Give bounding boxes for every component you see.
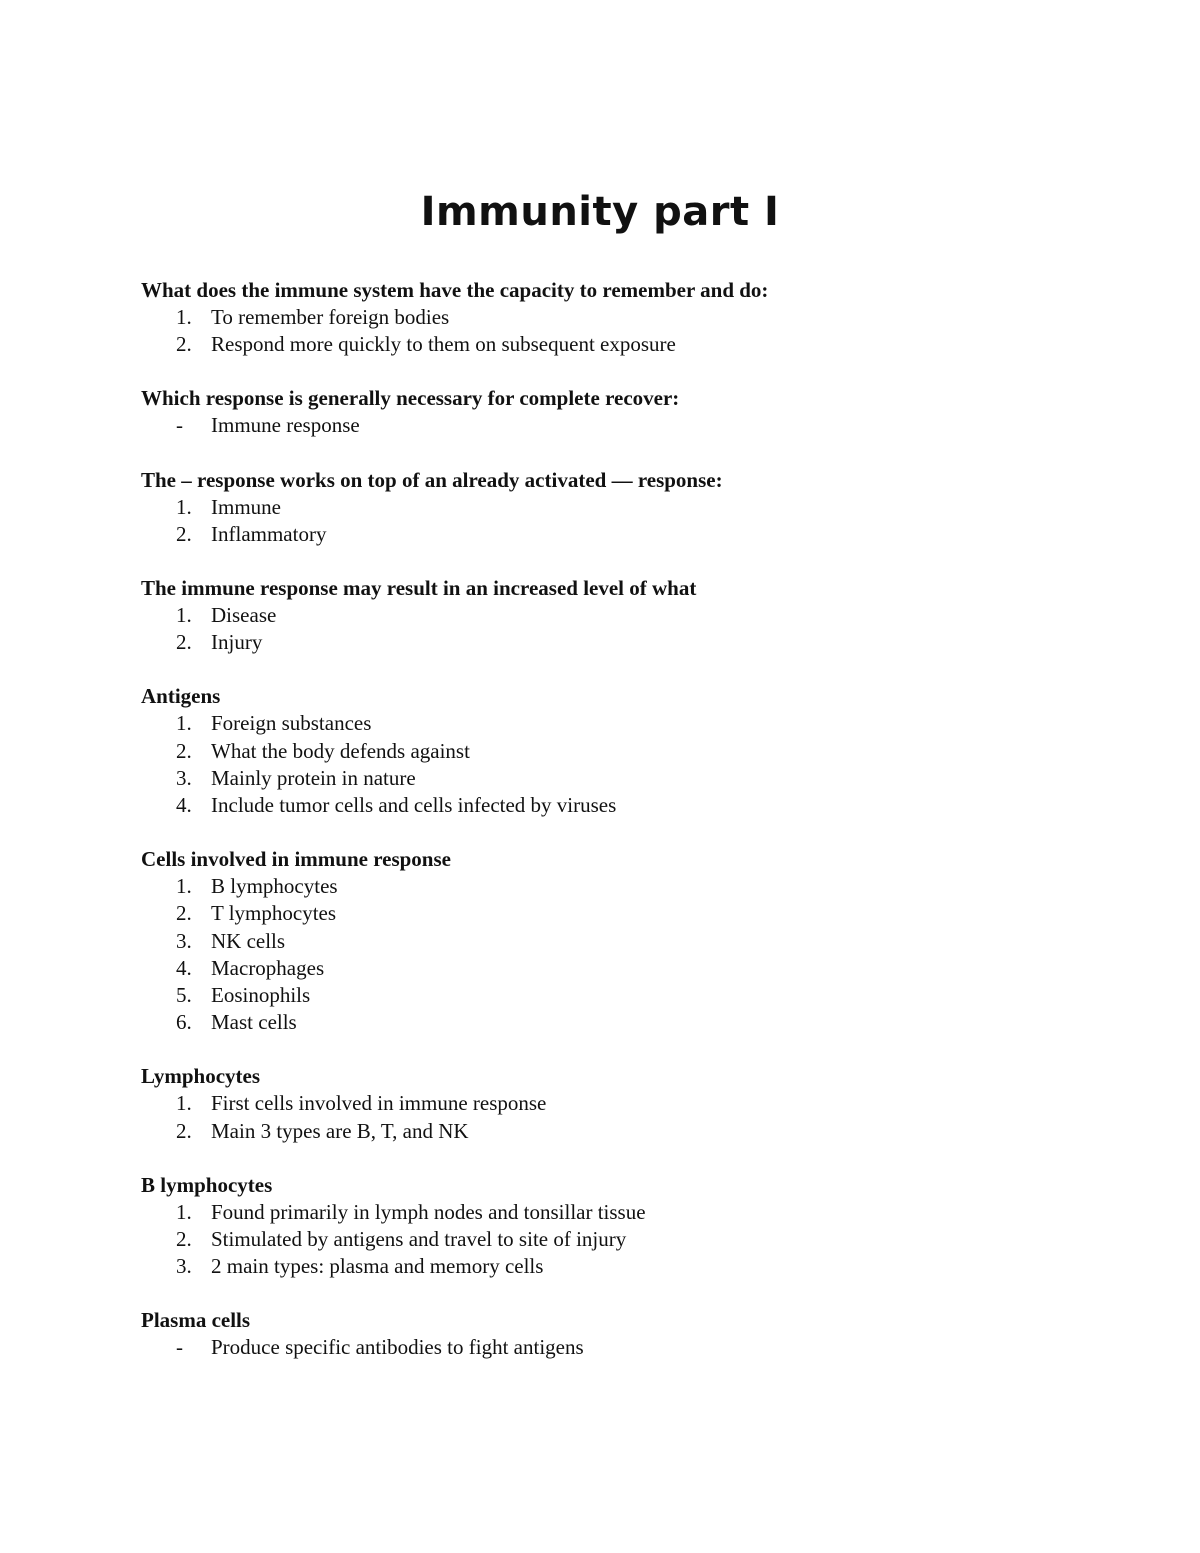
list-item-text: Macrophages: [211, 955, 325, 980]
list-marker: 1.: [176, 711, 192, 736]
list-item: [141, 765, 1141, 792]
list-item: [141, 710, 1141, 737]
section: [141, 575, 1141, 656]
list-item-text: Eosinophils: [211, 983, 311, 1008]
section-heading: The – response works on top of an already activated –– response:: [141, 467, 723, 492]
list-marker: 2.: [176, 738, 192, 763]
list-item: [141, 900, 1141, 927]
section-heading: The immune response may result in an increased level of what: [141, 576, 697, 601]
list-item-text: NK cells: [211, 928, 286, 953]
list-item: [141, 1118, 1141, 1145]
list-item: [141, 1090, 1141, 1117]
section-heading: Cells involved in immune response: [141, 847, 451, 872]
list-item: [141, 1334, 1141, 1361]
list-marker: 4.: [176, 955, 192, 980]
numbered-list: [141, 710, 1141, 819]
list-item: [141, 792, 1141, 819]
list-marker: 2.: [176, 630, 192, 655]
list-item-text: First cells involved in immune response: [211, 1091, 547, 1116]
section-heading: What does the immune system have the capacity to remember and do:: [141, 278, 769, 302]
document-body: [141, 277, 1141, 1389]
list-marker: 4.: [176, 793, 192, 818]
list-marker: -: [176, 413, 183, 438]
list-marker: 1.: [176, 603, 192, 628]
section: [141, 1307, 1141, 1361]
list-marker: 3.: [176, 1254, 192, 1279]
list-item: [141, 955, 1141, 982]
list-item-text: Produce specific antibodies to fight antigens: [211, 1335, 584, 1360]
list-item-text: Immune response: [211, 413, 360, 438]
list-item-text: Foreign substances: [211, 711, 372, 736]
list-item: [141, 928, 1141, 955]
list-item: [141, 1009, 1141, 1036]
list-item: [141, 412, 1141, 439]
section-heading: Antigens: [141, 684, 221, 709]
list-item-text: Disease: [211, 603, 277, 628]
list-marker: 2.: [176, 332, 192, 357]
list-item: [141, 873, 1141, 900]
list-item: [141, 602, 1141, 629]
list-item-text: 2 main types: plasma and memory cells: [211, 1254, 544, 1279]
list-item: [141, 738, 1141, 765]
list-item: [141, 494, 1141, 521]
numbered-list: [141, 304, 1141, 358]
list-item: [141, 331, 1141, 358]
list-marker: 1.: [176, 1199, 192, 1224]
list-item-text: Injury: [211, 630, 263, 655]
section: [141, 467, 1141, 548]
bullet-list: [141, 412, 1141, 439]
list-marker: 6.: [176, 1010, 192, 1035]
list-marker: 2.: [176, 521, 192, 546]
section: [141, 683, 1141, 819]
list-item: [141, 1199, 1141, 1226]
bullet-list: [141, 1334, 1141, 1361]
list-item-text: To remember foreign bodies: [211, 305, 450, 329]
list-marker: -: [176, 1335, 183, 1360]
list-marker: 1.: [176, 305, 192, 329]
section-heading: B lymphocytes: [141, 1172, 273, 1197]
section-heading: Plasma cells: [141, 1308, 251, 1333]
list-marker: 2.: [176, 901, 192, 926]
numbered-list: [141, 1199, 1141, 1281]
list-item: [141, 1226, 1141, 1253]
list-item-text: Immune: [211, 494, 281, 519]
list-marker: 3.: [176, 928, 192, 953]
list-marker: 1.: [176, 494, 192, 519]
list-marker: 2.: [176, 1227, 192, 1252]
list-item-text: Respond more quickly to them on subsequent exposure: [211, 332, 676, 357]
list-item: [141, 304, 1141, 331]
list-item-text: Include tumor cells and cells infected by viruses: [211, 793, 617, 818]
list-marker: 1.: [176, 1091, 192, 1116]
section: [141, 277, 1141, 358]
list-marker: 5.: [176, 983, 192, 1008]
list-marker: 1.: [176, 874, 192, 899]
section: [141, 1172, 1141, 1281]
list-marker: 3.: [176, 765, 192, 790]
list-item-text: Main 3 types are B, T, and NK: [211, 1118, 469, 1143]
list-item-text: Found primarily in lymph nodes and tonsillar tissue: [211, 1199, 646, 1224]
list-item-text: T lymphocytes: [211, 901, 337, 926]
numbered-list: [141, 873, 1141, 1036]
numbered-list: [141, 494, 1141, 548]
section: [141, 385, 1141, 439]
page-title: Immunity part I: [420, 189, 780, 235]
section-heading: Which response is generally necessary for complete recover:: [141, 386, 680, 411]
list-item: [141, 521, 1141, 548]
list-item-text: What the body defends against: [211, 738, 470, 763]
list-item-text: Stimulated by antigens and travel to site of injury: [211, 1227, 627, 1252]
section-heading: Lymphocytes: [141, 1064, 261, 1089]
list-marker: 2.: [176, 1118, 192, 1143]
list-item: [141, 629, 1141, 656]
numbered-list: [141, 602, 1141, 656]
section: [141, 1063, 1141, 1144]
section: [141, 846, 1141, 1036]
list-item-text: Mast cells: [211, 1010, 297, 1035]
list-item-text: Inflammatory: [211, 521, 327, 546]
list-item-text: Mainly protein in nature: [211, 765, 416, 790]
list-item: [141, 982, 1141, 1009]
numbered-list: [141, 1090, 1141, 1144]
list-item: [141, 1253, 1141, 1280]
list-item-text: B lymphocytes: [211, 874, 338, 899]
